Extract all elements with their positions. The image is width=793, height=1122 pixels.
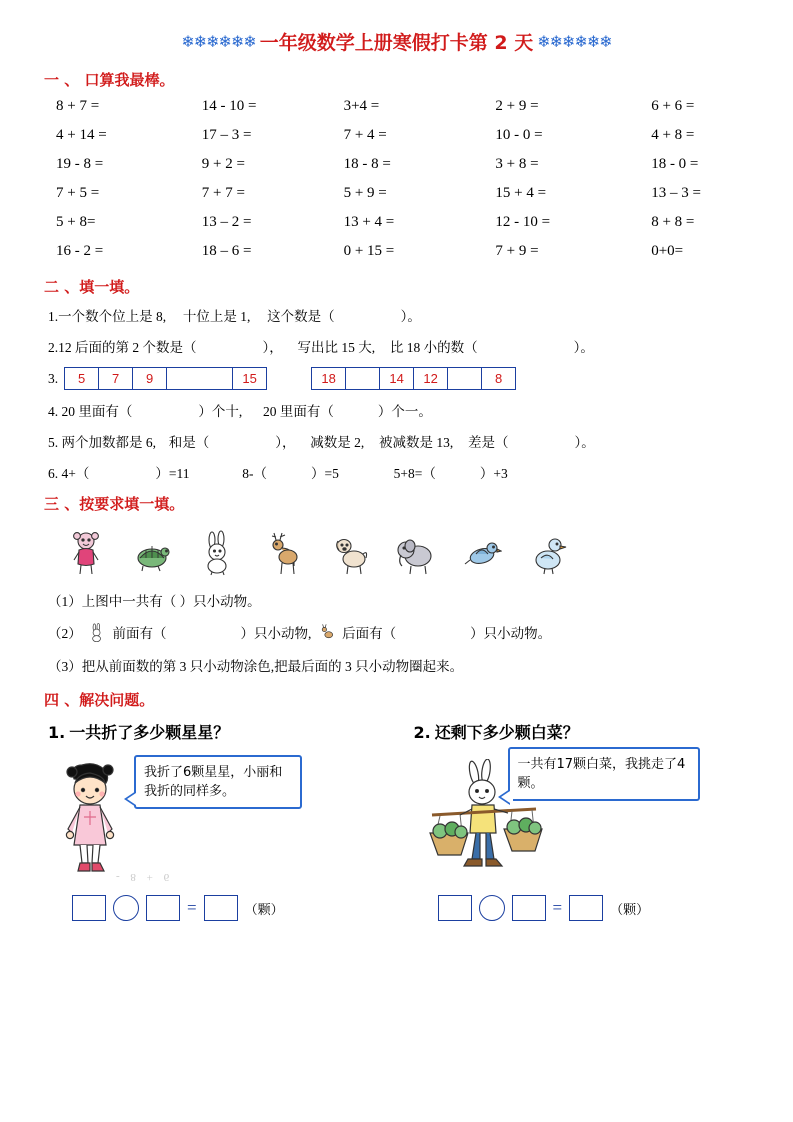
problem-2-title xyxy=(414,720,750,743)
q5-part-b: 和是（ xyxy=(168,435,210,450)
problem-2-text: 还剩下多少颗白菜？ xyxy=(434,723,579,742)
answer-box[interactable] xyxy=(512,895,546,921)
oral-item: 4 + 8 = xyxy=(651,127,695,143)
table-cell[interactable] xyxy=(448,368,482,390)
oral-item: 16 - 2 = xyxy=(56,243,104,259)
oral-item: 15 + 4 = xyxy=(495,185,547,201)
deer-icon xyxy=(264,530,304,576)
answer-box[interactable] xyxy=(569,895,603,921)
answer-box[interactable] xyxy=(72,895,106,921)
oral-item: 13 + 4 = xyxy=(343,214,395,230)
q6-part-f: ）+3 xyxy=(479,466,508,481)
q4-number: 4. xyxy=(48,404,59,419)
q4-part-c: 20 里面有（ xyxy=(263,404,334,419)
oral-item: 7 + 7 = xyxy=(201,185,245,201)
q2-part-e: ）只小动物。 xyxy=(470,626,552,641)
oral-item: 7 + 9 = xyxy=(495,243,539,259)
equals-sign: = xyxy=(552,898,563,917)
oral-item: 0 + 15 = xyxy=(343,243,395,259)
oral-item: 5 + 9 = xyxy=(343,185,387,201)
q2-part-e: ）。 xyxy=(573,340,594,355)
oral-item: 18 - 0 = xyxy=(651,156,699,172)
q1-number: 1. xyxy=(48,309,59,324)
section-heading-problems: 四 、解决问题。 xyxy=(44,691,155,709)
fill-in-question-4 xyxy=(48,400,749,420)
animal-row xyxy=(66,524,749,576)
q1-part-b: 十位上是 1, xyxy=(182,309,251,324)
q2-part-c: 写出比 15 大, xyxy=(297,340,376,355)
oral-item: 6 + 6 = xyxy=(651,98,695,114)
oral-item: 9 + 2 = xyxy=(201,156,245,172)
elephant-icon xyxy=(396,530,436,576)
problem-2-answer-row xyxy=(438,895,750,921)
q5-part-e: 被减数是 13, xyxy=(379,435,454,450)
fill-in-question-5 xyxy=(48,431,749,451)
oral-item: 0+0= xyxy=(651,243,684,259)
oral-item: 8 + 8 = xyxy=(651,214,695,230)
q2-part-c: ）只小动物, xyxy=(240,626,312,641)
fill-in-question-3 xyxy=(48,367,749,390)
oral-item: 8 + 7 = xyxy=(56,98,100,114)
oral-item: 14 - 10 = xyxy=(201,98,257,114)
oral-item: 2 + 9 = xyxy=(495,98,539,114)
q2-prefix: （2） xyxy=(48,626,82,641)
deer-icon xyxy=(317,623,337,643)
page-title xyxy=(44,28,749,55)
q2-part-d: 后面有（ xyxy=(342,626,397,641)
animals-question-2 xyxy=(48,622,749,643)
problem-1-bubble-text: 我折了6颗星星，小丽和我折的同样多。 xyxy=(144,765,283,799)
problem-1-speech-bubble xyxy=(134,755,302,809)
problem-1 xyxy=(44,718,384,921)
girl-icon xyxy=(54,759,128,882)
oral-item: 19 - 8 = xyxy=(56,156,104,172)
answer-unit: （颗） xyxy=(610,902,650,918)
q5-part-g: ）。 xyxy=(574,435,595,450)
fill-in-question-2 xyxy=(48,336,749,356)
problem-1-title xyxy=(48,720,384,743)
q5-part-d: 减数是 2, xyxy=(310,435,365,450)
q6-part-a: 4+（ xyxy=(61,466,90,481)
problem-1-number: 1. xyxy=(48,723,66,742)
operator-circle[interactable] xyxy=(113,895,139,921)
problem-1-text: 一共折了多少颗星星？ xyxy=(69,723,230,742)
oral-item: 18 - 8 = xyxy=(343,156,391,172)
duck-icon xyxy=(528,530,568,576)
section-heading-fill-in: 二 、填一填。 xyxy=(44,278,140,296)
dog-icon xyxy=(330,530,370,576)
answer-box[interactable] xyxy=(438,895,472,921)
oral-math-grid xyxy=(50,98,749,260)
oral-item: 7 + 5 = xyxy=(56,185,100,201)
problem-1-scene xyxy=(50,753,384,885)
fill-in-question-6 xyxy=(48,462,749,482)
table-cell[interactable]: 8 xyxy=(482,368,516,390)
rabbit-icon xyxy=(87,623,107,643)
bird-icon xyxy=(462,530,502,576)
number-sequence-table-2 xyxy=(311,367,516,390)
table-cell[interactable]: 5 xyxy=(65,368,99,390)
oral-item: 18 – 6 = xyxy=(201,243,252,259)
q4-part-d: ）个一。 xyxy=(377,404,432,419)
q4-part-b: ）个十, xyxy=(198,404,243,419)
turtle-icon xyxy=(132,530,172,576)
problem-2-number: 2. xyxy=(413,723,431,742)
q3-number: 3. xyxy=(48,370,59,386)
equals-sign: = xyxy=(187,898,197,917)
q1-part-a: 一个数个位上是 8, xyxy=(58,309,167,324)
table-cell[interactable]: 7 xyxy=(99,368,133,390)
q5-part-f: 差是（ xyxy=(468,435,509,450)
q1-part-d: ）。 xyxy=(400,309,421,324)
q2-part-a: 12 后面的第 2 个数是（ xyxy=(58,340,197,355)
q6-number: 6. xyxy=(48,466,59,481)
table-cell[interactable]: 15 xyxy=(233,368,267,390)
problems-container xyxy=(44,718,749,921)
q5-number: 5. xyxy=(48,435,59,450)
q4-part-a: 20 里面有（ xyxy=(61,404,133,419)
table-cell[interactable] xyxy=(167,368,233,390)
answer-box[interactable] xyxy=(146,895,180,921)
table-cell[interactable]: 9 xyxy=(133,368,167,390)
q2-part-b: 前面有（ xyxy=(112,626,167,641)
number-sequence-table-1 xyxy=(64,367,267,390)
oral-item: 13 – 3 = xyxy=(651,185,701,201)
table-cell[interactable]: 14 xyxy=(380,368,414,390)
rabbit-icon xyxy=(198,530,238,576)
animals-question-1: （1）上图中一共有（ ）只小动物。 xyxy=(48,594,261,609)
snowflake-decoration-left: ❄❄❄❄❄❄ xyxy=(181,32,256,51)
problem-1-answer-row xyxy=(72,895,384,921)
problem-2-bubble-text: 一共有17颗白菜，我挑走了4颗。 xyxy=(517,757,686,791)
oral-item: 3 + 8 = xyxy=(495,156,539,172)
q2-number: 2. xyxy=(48,340,59,355)
monkey-icon xyxy=(66,530,106,576)
animals-question-3: （3）把从前面数的第 3 只小动物涂色,把最后面的 3 只小动物圈起来。 xyxy=(48,659,464,674)
snowflake-decoration-right: ❄❄❄❄❄❄ xyxy=(537,32,612,51)
fill-in-question-1 xyxy=(48,305,749,325)
table-cell[interactable]: 12 xyxy=(414,368,448,390)
q2-part-d: 比 18 小的数（ xyxy=(389,340,478,355)
q6-part-c: 8-（ xyxy=(242,466,267,481)
oral-item: 4 + 14 = xyxy=(56,127,107,143)
q6-part-b: ）=11 xyxy=(155,466,190,481)
oral-item: 3+4 = xyxy=(343,98,380,114)
q6-part-e: 5+8=（ xyxy=(393,466,436,481)
q6-part-d: ）=5 xyxy=(311,466,339,481)
faint-bleed-text: - 8 + 6 xyxy=(116,871,174,883)
answer-box[interactable] xyxy=(204,895,238,921)
answer-unit: （颗） xyxy=(244,902,284,918)
q5-part-a: 两个加数都是 6, xyxy=(61,435,156,450)
q5-part-c: ）， xyxy=(275,435,296,450)
q1-part-c: 这个数是（ xyxy=(267,309,335,324)
problem-2 xyxy=(410,718,750,921)
table-cell[interactable] xyxy=(346,368,380,390)
problem-2-scene xyxy=(416,753,750,885)
problem-2-speech-bubble xyxy=(508,747,700,801)
section-heading-animals: 三 、按要求填一填。 xyxy=(44,495,185,513)
operator-circle[interactable] xyxy=(479,895,505,921)
page-title-text: 一年级数学上册寒假打卡第 2 天 xyxy=(259,32,534,54)
oral-item: 13 – 2 = xyxy=(201,214,252,230)
section-heading-oral-math: 一 、 口算我最棒。 xyxy=(44,71,175,89)
oral-item: 12 - 10 = xyxy=(495,214,551,230)
oral-item: 7 + 4 = xyxy=(343,127,387,143)
oral-item: 10 - 0 = xyxy=(495,127,543,143)
table-cell[interactable]: 18 xyxy=(312,368,346,390)
oral-item: 17 – 3 = xyxy=(201,127,252,143)
oral-item: 5 + 8= xyxy=(56,214,96,230)
q2-part-b: ）， xyxy=(262,340,283,355)
